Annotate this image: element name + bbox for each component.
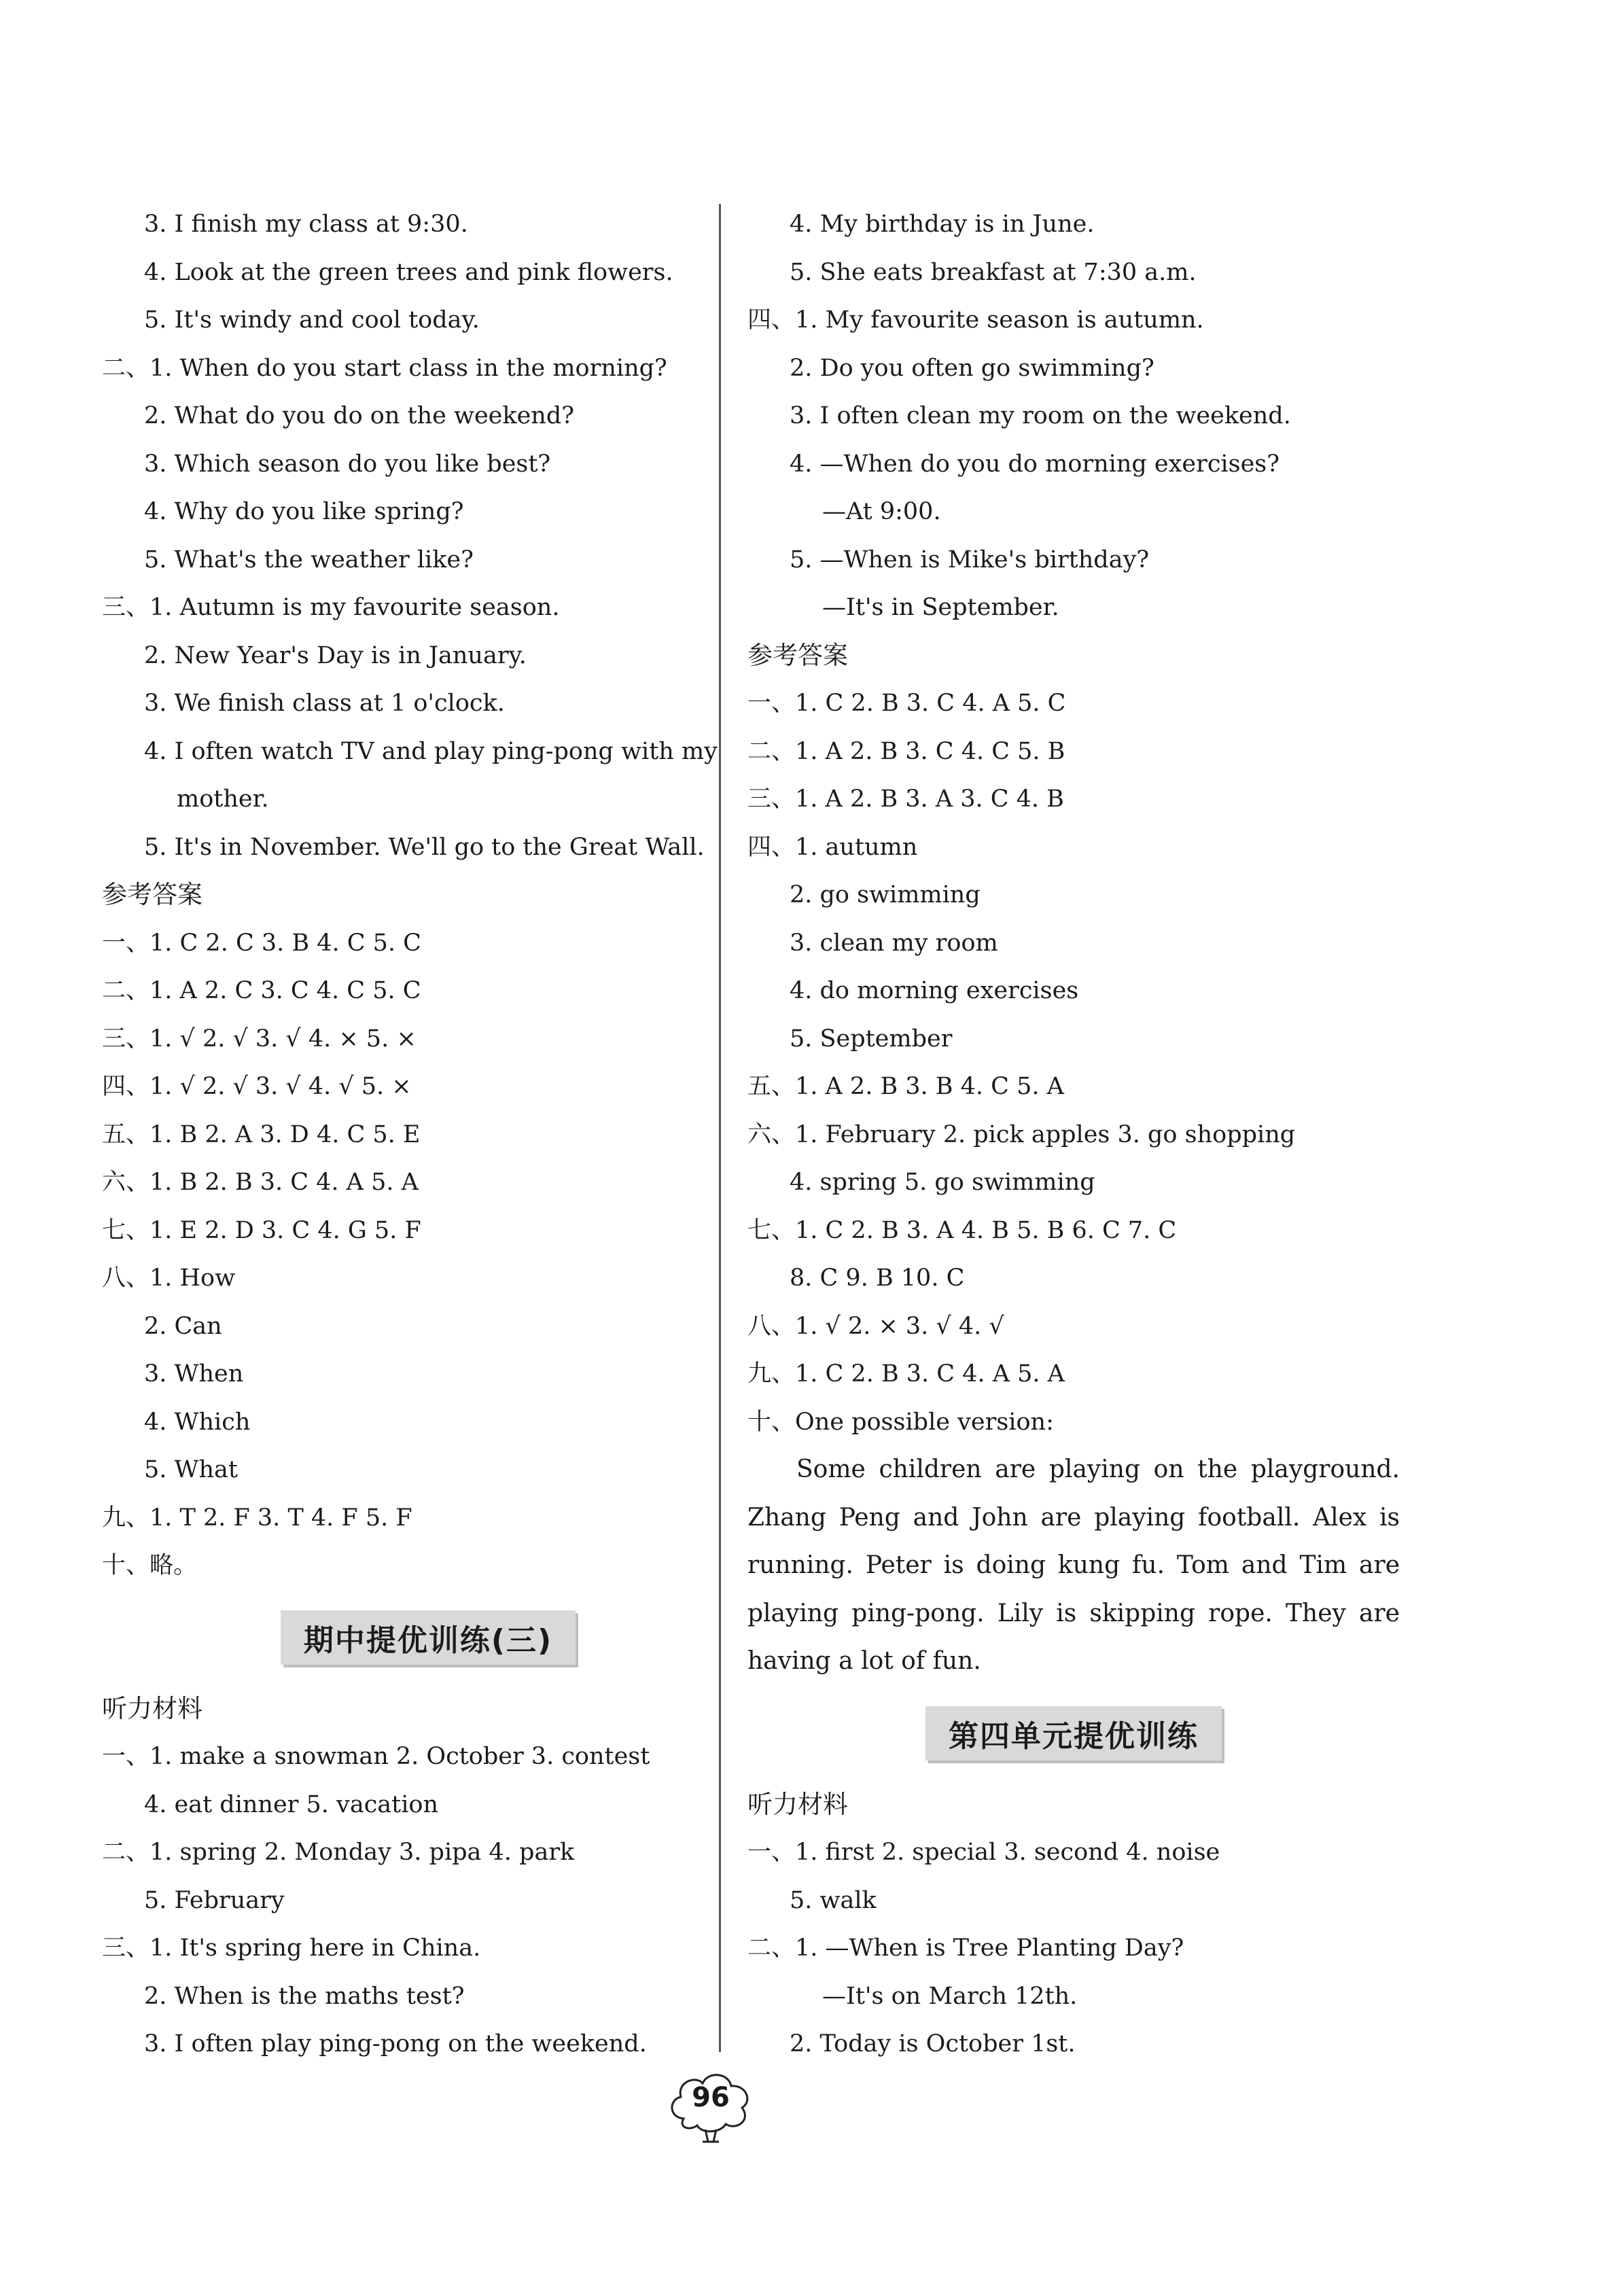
answer-line: 5. It's in November. We'll go to the Great Wall. [144, 833, 705, 861]
answer-line: 四、1. autumn [747, 833, 918, 861]
answer-line: —It's on March 12th. [822, 1982, 1078, 2010]
section-title: 第四单元提优训练 [925, 1706, 1222, 1761]
column-divider [719, 204, 721, 2052]
answer-line: Zhang Peng and John are playing football. Alex is [747, 1503, 1400, 1532]
answer-line: 2. New Year's Day is in January. [144, 641, 527, 669]
answer-line: 5. February [144, 1886, 285, 1914]
answer-line: 3. Which season do you like best? [144, 450, 551, 478]
section-heading: 听力材料 [102, 1693, 202, 1723]
answer-line: 一、1. make a snowman 2. October 3. contest [102, 1743, 650, 1770]
answer-line: 3. I often clean my room on the weekend. [790, 402, 1291, 429]
answer-line: 九、1. T 2. F 3. T 4. F 5. F [102, 1504, 412, 1532]
answer-line: 二、1. A 2. B 3. C 4. C 5. B [747, 737, 1065, 765]
section-heading: 参考答案 [747, 640, 848, 670]
answer-line: 8. C 9. B 10. C [790, 1265, 965, 1292]
answer-line: —It's in September. [822, 594, 1059, 621]
answer-line: 2. Do you often go swimming? [790, 354, 1154, 382]
answer-line: 二、1. —When is Tree Planting Day? [747, 1934, 1184, 1962]
answer-line: 六、1. February 2. pick apples 3. go shopping [747, 1120, 1296, 1148]
answer-line: 二、1. spring 2. Monday 3. pipa 4. park [102, 1839, 575, 1866]
left-column [102, 200, 754, 2068]
answer-line: 2. Can [144, 1312, 222, 1340]
answer-line: 4. do morning exercises [790, 977, 1079, 1004]
answer-line: 五、1. A 2. B 3. B 4. C 5. A [747, 1073, 1064, 1100]
answer-line: 5. It's windy and cool today. [144, 306, 480, 334]
answer-line: 四、1. My favourite season is autumn. [747, 306, 1204, 334]
answer-line: 5. —When is Mike's birthday? [790, 546, 1150, 573]
answer-line: having a lot of fun. [747, 1647, 981, 1675]
answer-line: running. Peter is doing kung fu. Tom and Tim are [747, 1551, 1400, 1579]
page-number-badge [663, 2066, 758, 2147]
answer-line: 3. We finish class at 1 o'clock. [144, 690, 505, 717]
answer-line: 5. walk [790, 1886, 877, 1914]
answer-line: 三、1. A 2. B 3. A 3. C 4. B [747, 785, 1064, 813]
answer-line: 四、1. √ 2. √ 3. √ 4. √ 5. × [102, 1073, 412, 1100]
answer-line: 5. What [144, 1456, 238, 1483]
answer-line: 4. eat dinner 5. vacation [144, 1790, 439, 1818]
answer-line: 三、1. √ 2. √ 3. √ 4. × 5. × [102, 1025, 417, 1053]
answer-line: 一、1. C 2. C 3. B 4. C 5. C [102, 929, 421, 957]
answer-line: 5. September [790, 1025, 953, 1053]
answer-line: 4. Look at the green trees and pink flowers. [144, 258, 673, 286]
answer-line: 2. When is the maths test? [144, 1982, 465, 2010]
answer-line: 4. spring 5. go swimming [790, 1169, 1095, 1196]
right-column [747, 200, 1400, 2068]
answer-line: 3. When [144, 1360, 244, 1388]
answer-line: 一、1. C 2. B 3. C 4. A 5. C [747, 690, 1066, 717]
section-heading: 听力材料 [747, 1789, 848, 1819]
answer-line: 二、1. A 2. C 3. C 4. C 5. C [102, 977, 421, 1004]
answer-line: 4. —When do you do morning exercises? [790, 450, 1280, 478]
answer-line: 4. Why do you like spring? [144, 498, 464, 525]
answer-line: 八、1. How [102, 1265, 236, 1292]
answer-line: 十、One possible version: [747, 1408, 1054, 1436]
answer-line: 3. I finish my class at 9:30. [144, 211, 468, 238]
answer-line: 七、1. C 2. B 3. A 4. B 5. B 6. C 7. C [747, 1216, 1177, 1244]
section-heading: 参考答案 [102, 880, 202, 909]
answer-line: 4. Which [144, 1408, 251, 1436]
answer-line: 3. clean my room [790, 929, 998, 957]
answer-line: 5. What's the weather like? [144, 546, 474, 573]
answer-line: 2. go swimming [790, 881, 981, 908]
answer-line: 5. She eats breakfast at 7:30 a.m. [790, 258, 1197, 286]
answer-line: 4. My birthday is in June. [790, 211, 1095, 238]
section-title-wrap [747, 1686, 1400, 1781]
answer-line: 八、1. √ 2. × 3. √ 4. √ [747, 1312, 1004, 1340]
section-title-wrap [102, 1590, 754, 1685]
answer-line: 六、1. B 2. B 3. C 4. A 5. A [102, 1169, 419, 1196]
answer-line: 七、1. E 2. D 3. C 4. G 5. F [102, 1216, 421, 1244]
answer-line: Some children are playing on the playground. [796, 1455, 1400, 1483]
answer-line: 三、1. Autumn is my favourite season. [102, 594, 560, 621]
answer-line: 二、1. When do you start class in the morning? [102, 354, 667, 382]
answer-line: —At 9:00. [822, 498, 941, 525]
answer-line: playing ping-pong. Lily is skipping rope. They are [747, 1599, 1400, 1627]
section-title: 期中提优训练(三) [281, 1610, 576, 1665]
page-number: 96 [692, 2082, 730, 2113]
answer-line: 4. I often watch TV and play ping-pong with my [144, 737, 718, 765]
answer-line: 一、1. first 2. special 3. second 4. noise [747, 1839, 1220, 1866]
answer-line: 五、1. B 2. A 3. D 4. C 5. E [102, 1120, 421, 1148]
answer-line: 2. Today is October 1st. [790, 2030, 1076, 2057]
answer-line: 3. I often play ping-pong on the weekend. [144, 2030, 647, 2057]
answer-line: 十、略。 [102, 1552, 198, 1579]
answer-line: 2. What do you do on the weekend? [144, 402, 575, 429]
answer-line: 九、1. C 2. B 3. C 4. A 5. A [747, 1360, 1065, 1388]
answer-line: mother. [177, 785, 269, 813]
answer-line: 三、1. It's spring here in China. [102, 1934, 481, 1962]
